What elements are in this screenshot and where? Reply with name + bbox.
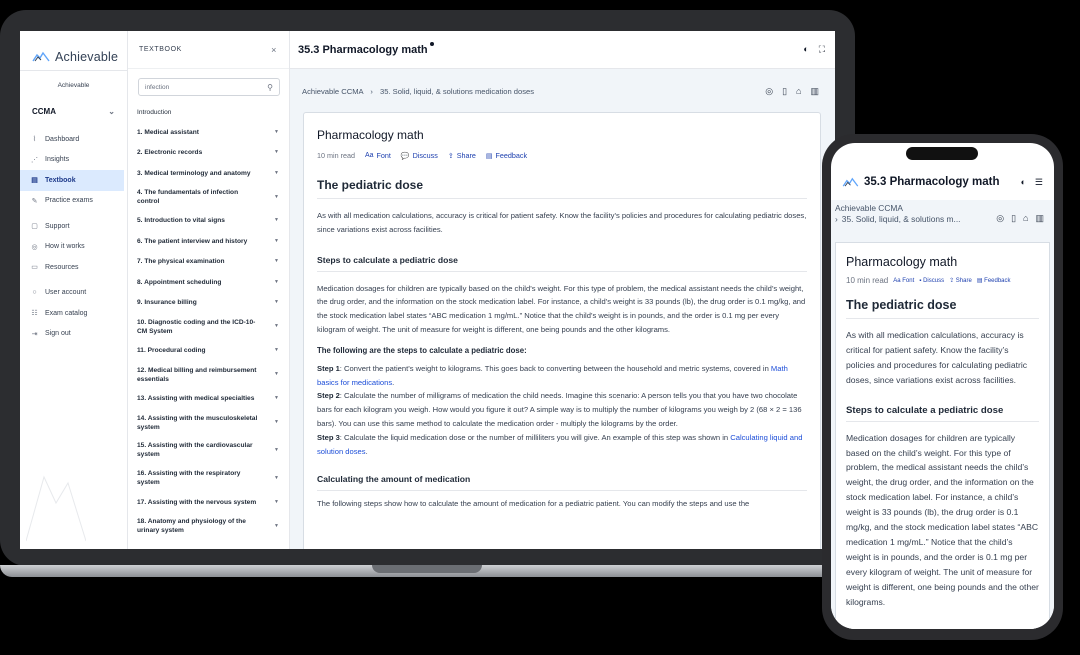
toc-item-label: 10. Diagnostic coding and the ICD-10-CM System — [137, 318, 256, 335]
font-button[interactable] — [365, 151, 391, 160]
chevron-down-icon: ▼ — [274, 498, 279, 505]
toc-item-introduction[interactable] — [128, 102, 289, 122]
breadcrumb-row — [835, 213, 1054, 224]
toc-item-label: 6. The patient interview and history — [137, 237, 248, 245]
sidebar-subtitle: Achievable — [57, 82, 90, 89]
toc-item-label: 16. Assisting with the respiratory system — [137, 470, 241, 486]
feedback-label: Feedback — [495, 151, 528, 160]
toc-item[interactable] — [128, 143, 289, 164]
breadcrumb-root[interactable]: Achievable CCMA — [302, 87, 364, 96]
share-button[interactable] — [448, 151, 476, 160]
step-label: Step 3 — [317, 432, 340, 442]
unsaved-dot — [430, 42, 434, 46]
close-icon[interactable]: × — [271, 44, 277, 55]
resources-icon: ▭ — [31, 264, 38, 272]
phone-frame — [822, 134, 1063, 640]
share-label: Share — [955, 278, 972, 284]
intro-paragraph: As with all medication calculations, accuracy is critical for patient safety. Know the facility’s policies and procedures for calculating pediatric doses, since variations exist across facilities. — [846, 330, 1028, 385]
toc-item-label: 11. Procedural coding — [137, 347, 206, 354]
toc-item[interactable] — [128, 409, 289, 436]
toc-header — [128, 31, 289, 69]
sidebar-item-dashboard[interactable] — [20, 129, 124, 150]
sidebar-item-label: Sign out — [45, 330, 71, 338]
chapter-actions — [765, 86, 819, 97]
section-heading: The pediatric dose — [846, 298, 1039, 319]
feedback-icon: ▤ — [485, 152, 493, 160]
help-icon: ◎ — [31, 243, 38, 251]
fullscreen-icon[interactable]: ⛶ — [818, 44, 825, 54]
phone-notch — [906, 147, 978, 160]
feedback-button[interactable] — [486, 151, 527, 160]
step-1: Step 1: Convert the patient’s weight to kilograms. This goes back to converting between the household and metric systems, covered in Math basics for medications. — [317, 363, 788, 387]
subsection-heading: Steps to calculate a pediatric dose — [846, 405, 1039, 422]
sidebar-item-resources[interactable] — [20, 257, 124, 278]
steps-lead: The following are the steps to calculate a pediatric dose: — [317, 345, 527, 355]
chevron-right-icon: › — [835, 213, 838, 224]
steps-paragraph: Medication dosages for children are typically based on the child’s weight. For this type of problem, the medical assistant needs the child’s weight, the drug order, and the information on the stock medication label. For instance, a child’s weight is 33 pounds (lb), the drug order is 0.1 mg/kg, and the stock medication label states “ABC medication 1 mg/mL.” Notice that the child’s weight is in pounds, and the order is 0.1 mg per every kilogram of weight. The unit of measure for weight is different, one being pounds and the other kilograms. — [846, 432, 1039, 607]
chevron-down-icon: ▼ — [274, 395, 279, 401]
bookmark-icon[interactable]: ▯ — [1011, 213, 1017, 223]
step-3: Step 3: Calculate the liquid medication dose or the number of milliliters you will give. An example of this step was shown in Calculating liquid and solution doses. — [317, 432, 803, 456]
toc-heading: TEXTBOOK — [139, 46, 182, 53]
laptop-frame — [0, 10, 855, 566]
sidebar-item-label: Insights — [45, 156, 70, 164]
share-button[interactable] — [949, 277, 972, 284]
laptop-screen — [20, 31, 835, 549]
signout-icon: ⇥ — [31, 330, 38, 338]
toc-item-label: 12. Medical billing and reimbursement essentials — [137, 366, 257, 383]
read-time: 10 min read — [846, 276, 889, 285]
chevron-down-icon: ▼ — [274, 299, 279, 306]
sidebar-item-label: Resources — [45, 263, 79, 271]
breadcrumb-current[interactable]: 35. Solid, liquid, & solutions medication doses — [379, 87, 535, 96]
breadcrumb-current-group — [835, 214, 961, 224]
discuss-button[interactable] — [919, 278, 944, 284]
breadcrumb-root[interactable]: Achievable CCMA — [835, 203, 903, 213]
toc-item[interactable] — [128, 513, 289, 540]
logo[interactable] — [20, 31, 127, 71]
chevron-down-icon: ▼ — [274, 258, 279, 265]
robot-icon[interactable]: ⌂ — [1023, 213, 1029, 223]
feedback-icon: ▤ — [976, 278, 985, 284]
step-text: : Convert the patient’s weight to kilograms. This goes back to converting between the household and metric systems, covered in — [339, 363, 771, 373]
step-label: Step 1 — [317, 363, 340, 373]
step-2 — [317, 389, 807, 430]
theme-toggle-icon[interactable]: ◐ — [1020, 176, 1026, 187]
phone-top-bar — [831, 167, 1054, 197]
robot-icon[interactable]: ⌂ — [796, 86, 802, 96]
user-icon: ○ — [32, 289, 37, 297]
page-title-text: 35.3 Pharmacology math — [298, 43, 428, 56]
toc-item[interactable] — [128, 388, 289, 409]
sidebar-item-label: User account — [45, 289, 87, 297]
toc-item-label: 5. Introduction to vital signs — [137, 217, 225, 225]
toc-item-label: 8. Appointment scheduling — [137, 278, 222, 286]
side-nav — [20, 129, 127, 344]
phone-breadcrumb — [831, 200, 1054, 238]
discuss-label: Discuss — [923, 277, 945, 284]
sidebar-item-user-account[interactable] — [20, 283, 124, 304]
toc-list — [128, 102, 289, 540]
toc-item-label: 7. The physical examination — [137, 258, 225, 266]
steps-paragraph: Medication dosages for children are typically based on the child’s weight. For this type of problem, the medical assistant needs the child’s weight, the drug order, and the information on the stock medication label. For instance, a child’s weight is 33 pounds (lb), the drug order is 0.1 mg/kg, and the stock medication label states “ABC medication 1 mg/mL.” Notice that the child’s weight is in pounds, and the order is 0.1 mg per every kilogram of weight. The unit of measure for weight is different, one being pounds and the other kilograms. — [317, 283, 806, 334]
math-basics-link[interactable]: Math basics for medications — [317, 363, 788, 387]
toc-item[interactable] — [128, 436, 289, 464]
toc-item[interactable] — [128, 231, 289, 252]
share-icon: ⇪ — [949, 278, 956, 284]
toc-item-label: 18. Anatomy and physiology of the urinary system — [137, 518, 246, 534]
chevron-down-icon: ▼ — [274, 169, 279, 176]
discuss-label: Discuss — [412, 151, 438, 160]
insights-icon: ⋰ — [31, 156, 38, 164]
chat-icon: ▪ — [919, 277, 924, 284]
toc-item-label: 13. Assisting with medical specialties — [137, 395, 255, 402]
theme-toggle-icon[interactable]: ◐ — [803, 44, 809, 54]
toc-item[interactable] — [128, 464, 289, 492]
sidebar-item-insights[interactable] — [20, 150, 124, 171]
read-time: 10 min read — [317, 151, 355, 160]
search-icon: ⚲ — [267, 82, 273, 92]
toc-item[interactable] — [128, 361, 289, 388]
toc-item[interactable] — [128, 313, 289, 340]
chevron-down-icon: ⌄ — [108, 107, 115, 116]
breadcrumb — [290, 69, 835, 114]
toc-item-label: 17. Assisting with the nervous system — [137, 498, 257, 506]
course-label: CCMA — [32, 107, 56, 116]
exam-icon: ✎ — [31, 197, 38, 205]
mountain-logo-icon — [32, 51, 50, 62]
sidebar — [20, 31, 128, 549]
chevron-down-icon: ▼ — [274, 278, 279, 285]
font-button[interactable] — [893, 278, 914, 284]
feedback-label: Feedback — [984, 278, 1011, 284]
step-text: : Calculate the liquid medication dose or the number of milliliters you will give. An example of this step was shown in — [339, 432, 731, 442]
sidebar-item-exam-catalog[interactable] — [20, 303, 124, 324]
textbook-toc — [128, 31, 290, 549]
toc-item-label: 1. Medical assistant — [137, 128, 199, 136]
toc-item[interactable] — [128, 184, 289, 211]
toc-search-input[interactable] — [138, 78, 280, 96]
toc-item[interactable] — [128, 492, 289, 513]
breadcrumb-path — [302, 87, 534, 96]
liquid-doses-link[interactable]: Calculating liquid and solution doses — [317, 432, 803, 456]
catalog-icon: ☷ — [31, 310, 38, 318]
font-icon: Aa — [893, 277, 903, 284]
chevron-down-icon: ▼ — [274, 371, 279, 377]
chevron-down-icon: ▼ — [274, 323, 279, 329]
phone-top-actions — [1020, 177, 1043, 188]
sidebar-item-support[interactable] — [20, 216, 124, 237]
font-label: Font — [902, 277, 915, 284]
laptop-hinge — [372, 565, 482, 573]
phone-title-group — [842, 176, 1000, 188]
toc-item-label: 4. The fundamentals of infection control — [137, 189, 239, 205]
sidebar-item-sign-out[interactable] — [20, 324, 124, 345]
article-title: Pharmacology math — [317, 128, 424, 142]
sidebar-item-label: Practice exams — [45, 197, 93, 205]
chevron-down-icon: ▼ — [274, 446, 279, 453]
page-title — [298, 44, 428, 56]
mountain-watermark-icon — [26, 463, 86, 543]
phone-chapter-actions — [996, 213, 1044, 224]
toc-item[interactable] — [128, 272, 289, 293]
section-heading: The pediatric dose — [317, 178, 807, 199]
toc-item-label: 15. Assisting with the cardiovascular system — [137, 442, 253, 458]
phone-screen — [831, 143, 1054, 629]
font-label: Font — [376, 151, 391, 160]
support-icon: ▢ — [31, 223, 38, 231]
sidebar-item-label: Support — [45, 222, 70, 230]
phone-body — [831, 238, 1054, 629]
chevron-down-icon: ▼ — [274, 193, 279, 200]
chat-icon: 💬 — [400, 152, 410, 160]
phone-article-card — [835, 242, 1050, 629]
toc-item[interactable] — [128, 252, 289, 273]
sidebar-item-label: Exam catalog — [45, 309, 88, 317]
sidebar-item-label: Dashboard — [45, 135, 80, 143]
toc-item-label: 2. Electronic records — [137, 149, 203, 157]
bookmark-icon[interactable]: ▯ — [782, 86, 788, 96]
target-icon[interactable]: ◎ — [765, 86, 774, 96]
toc-item[interactable] — [128, 122, 289, 143]
chevron-down-icon: ▼ — [274, 237, 279, 244]
sidebar-item-how-it-works[interactable] — [20, 237, 124, 258]
chevron-down-icon: ▼ — [274, 149, 279, 156]
sidebar-item-practice-exams[interactable] — [20, 191, 124, 212]
book-icon: ▤ — [31, 177, 38, 185]
toc-item-label: 3. Medical terminology and anatomy — [137, 169, 251, 177]
toc-item-label: 9. Insurance billing — [137, 299, 197, 307]
font-icon: Aa — [364, 152, 374, 159]
chevron-down-icon: ▼ — [274, 347, 279, 353]
share-icon: ⇪ — [447, 152, 454, 160]
target-icon[interactable]: ◎ — [996, 213, 1005, 223]
toc-item-label: 14. Assisting with the musculoskeletal system — [137, 414, 258, 431]
step-text: : Calculate the number of milligrams of medication the child needs. Imagine this scenario: A person tells you that you have two chocolate bars for each kilogram you weigh. How would you figure it out? A simple way is to multiply the number of kilograms you weigh by 2 (68 × 2 = 136 bars). You can use this same method to calculate the medication order - multiply the kilograms by the order. — [317, 391, 802, 428]
chevron-down-icon: ▼ — [274, 419, 279, 425]
chevron-down-icon: ▼ — [274, 474, 279, 481]
main-content — [290, 31, 835, 549]
subsection-heading: Steps to calculate a pediatric dose — [317, 255, 807, 272]
logo-text: Achievable — [55, 49, 119, 64]
menu-icon[interactable]: ☰ — [1034, 176, 1043, 187]
breadcrumb-current[interactable]: 35. Solid, liquid, & solutions m... — [841, 213, 961, 224]
chevron-right-icon: › — [370, 87, 373, 96]
mountain-logo-icon[interactable] — [842, 177, 859, 187]
sidebar-item-label: How it works — [45, 243, 85, 251]
article-meta — [846, 276, 1039, 285]
toc-item[interactable] — [128, 293, 289, 314]
toc-item[interactable] — [128, 163, 289, 184]
discuss-button[interactable] — [401, 151, 438, 160]
top-bar — [290, 31, 835, 69]
article-card — [303, 112, 821, 549]
book-open-icon[interactable]: ▥ — [1035, 213, 1044, 223]
chart-icon: ⌇ — [32, 136, 37, 144]
amount-paragraph: The following steps show how to calculate the amount of medication for a pediatric patient. You can modify the steps and use the — [317, 499, 750, 509]
sidebar-item-label: Textbook — [45, 176, 76, 184]
article-title: Pharmacology math — [846, 255, 958, 269]
course-selector[interactable] — [20, 107, 127, 116]
chevron-down-icon: ▼ — [274, 217, 279, 224]
book-open-icon[interactable]: ▥ — [810, 86, 819, 96]
search-value: infection — [145, 83, 170, 91]
chevron-down-icon: ▼ — [274, 128, 279, 135]
article-meta — [317, 151, 807, 160]
top-actions — [803, 44, 825, 55]
sidebar-item-textbook[interactable] — [20, 170, 124, 191]
share-label: Share — [456, 151, 476, 160]
step-label: Step 2 — [317, 391, 340, 401]
toc-item-label: Introduction — [137, 108, 172, 116]
toc-item[interactable] — [128, 340, 289, 361]
toc-item[interactable] — [128, 211, 289, 232]
subsection-heading: Calculating the amount of medication — [317, 474, 807, 491]
feedback-button[interactable] — [977, 277, 1011, 284]
phone-page-title: 35.3 Pharmacology math — [864, 176, 1000, 188]
intro-paragraph: As with all medication calculations, accuracy is critical for patient safety. Know the facility’s policies and procedures for calculating pediatric doses, since variations exist across facilities. — [317, 211, 807, 234]
chevron-down-icon: ▼ — [274, 522, 279, 529]
